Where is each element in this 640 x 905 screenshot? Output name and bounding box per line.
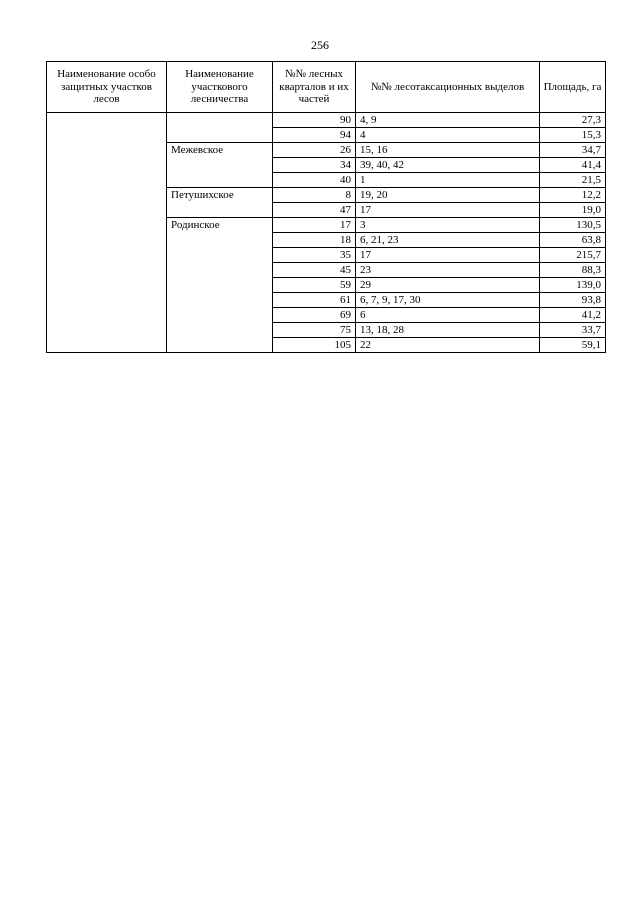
plots-cell: 6 (356, 308, 540, 323)
quarter-cell: 90 (273, 113, 356, 128)
quarter-cell: 94 (273, 128, 356, 143)
area-cell: 12,2 (540, 188, 606, 203)
page-number: 256 (311, 38, 329, 52)
quarter-cell: 26 (273, 143, 356, 158)
plots-cell: 4, 9 (356, 113, 540, 128)
table-header-row (47, 62, 606, 113)
table-row (47, 113, 606, 128)
header-forestry: Наименование участкового лесничества (167, 62, 273, 113)
quarter-cell: 34 (273, 158, 356, 173)
area-cell: 27,3 (540, 113, 606, 128)
forestry-name-cell: Петушихское (167, 188, 273, 218)
forestry-name-cell: Родинское (167, 218, 273, 353)
quarter-cell: 75 (273, 323, 356, 338)
plots-cell: 22 (356, 338, 540, 353)
header-protected-area: Наименование особо защитных участков лесов (47, 62, 167, 113)
area-cell: 19,0 (540, 203, 606, 218)
protected-area-cell (47, 113, 167, 353)
plots-cell: 29 (356, 278, 540, 293)
area-cell: 34,7 (540, 143, 606, 158)
quarter-cell: 61 (273, 293, 356, 308)
area-cell: 41,2 (540, 308, 606, 323)
area-cell: 130,5 (540, 218, 606, 233)
quarter-cell: 69 (273, 308, 356, 323)
plots-cell: 15, 16 (356, 143, 540, 158)
quarter-cell: 47 (273, 203, 356, 218)
header-quarters: №№ лесных кварталов и их частей (273, 62, 356, 113)
plots-cell: 4 (356, 128, 540, 143)
plots-cell: 19, 20 (356, 188, 540, 203)
area-cell: 59,1 (540, 338, 606, 353)
quarter-cell: 35 (273, 248, 356, 263)
quarter-cell: 18 (273, 233, 356, 248)
quarter-cell: 40 (273, 173, 356, 188)
plots-cell: 23 (356, 263, 540, 278)
quarter-cell: 45 (273, 263, 356, 278)
area-cell: 33,7 (540, 323, 606, 338)
plots-cell: 6, 7, 9, 17, 30 (356, 293, 540, 308)
area-cell: 41,4 (540, 158, 606, 173)
header-area: Площадь, га (540, 62, 606, 113)
area-cell: 63,8 (540, 233, 606, 248)
quarter-cell: 8 (273, 188, 356, 203)
area-cell: 93,8 (540, 293, 606, 308)
quarter-cell: 105 (273, 338, 356, 353)
forest-areas-table (46, 61, 606, 353)
plots-cell: 6, 21, 23 (356, 233, 540, 248)
plots-cell: 3 (356, 218, 540, 233)
quarter-cell: 59 (273, 278, 356, 293)
plots-cell: 17 (356, 203, 540, 218)
table-body (47, 113, 606, 353)
plots-cell: 17 (356, 248, 540, 263)
area-cell: 139,0 (540, 278, 606, 293)
forestry-name-cell (167, 113, 273, 143)
quarter-cell: 17 (273, 218, 356, 233)
area-cell: 21,5 (540, 173, 606, 188)
header-plots: №№ лесотаксационных выделов (356, 62, 540, 113)
plots-cell: 13, 18, 28 (356, 323, 540, 338)
area-cell: 88,3 (540, 263, 606, 278)
plots-cell: 39, 40, 42 (356, 158, 540, 173)
forestry-name-cell: Межевское (167, 143, 273, 188)
area-cell: 15,3 (540, 128, 606, 143)
area-cell: 215,7 (540, 248, 606, 263)
plots-cell: 1 (356, 173, 540, 188)
